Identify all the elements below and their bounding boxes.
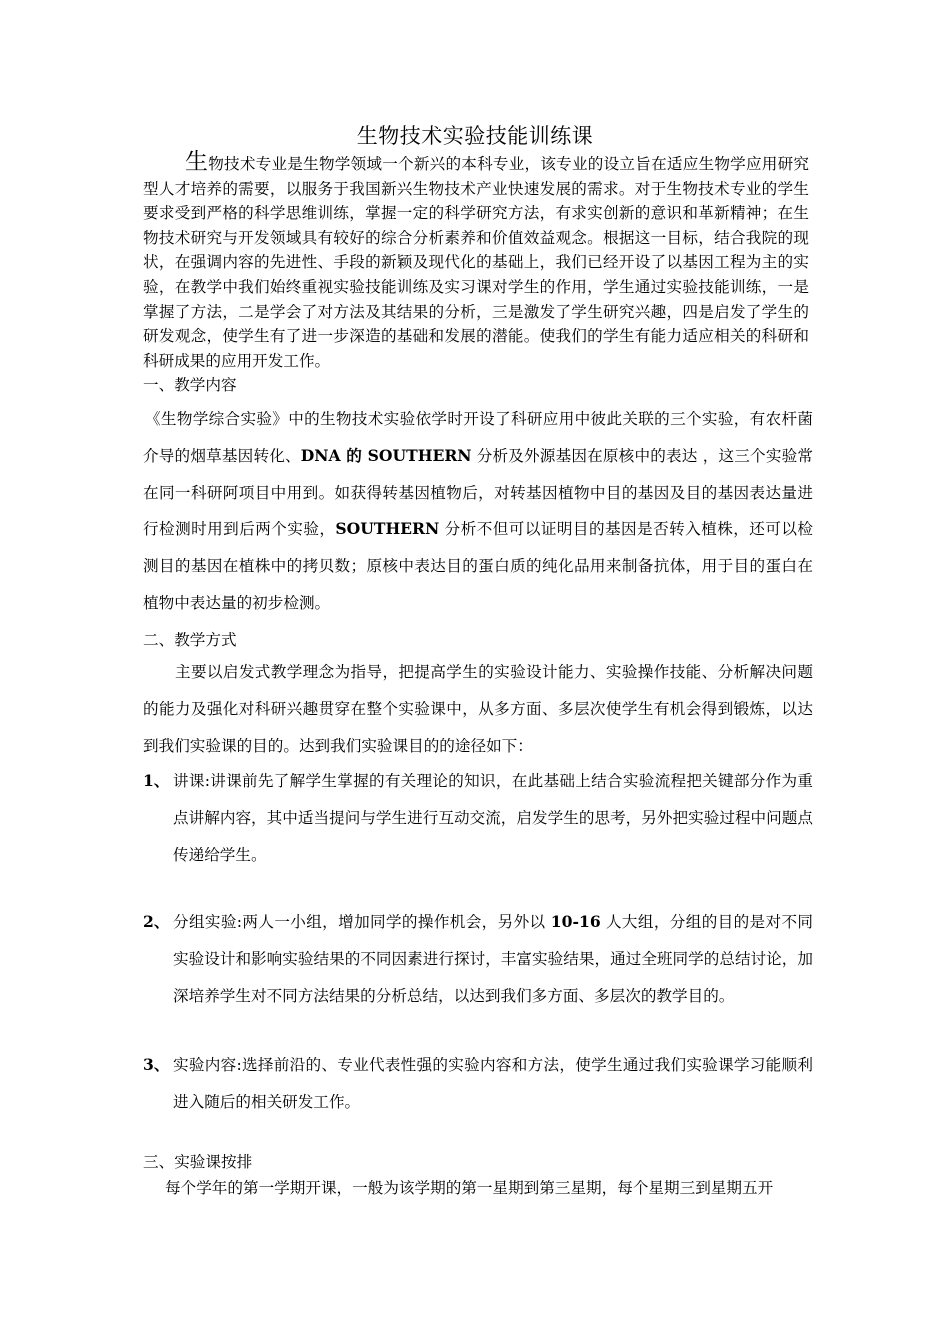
intro-first-char: 生 [185, 149, 209, 175]
section1-heading: 一、教学内容 [143, 376, 237, 394]
list-item-2 [143, 904, 813, 1014]
list-item-1 [143, 763, 813, 873]
section3-paragraph: 每个学年的第一学期开课，一般为该学期的第一星期到第三星期，每个星期三到星期五开 [165, 1179, 774, 1197]
intro-paragraph [143, 150, 809, 373]
intro-text: 物技术专业是生物学领域一个新兴的本科专业，该专业的设立旨在适应生物学应用研究型人才培养的需要，以服务于我国新兴生物技术产业快速发展的需求。对于生物技术专业的学生要求受到严格的科学思维训练，掌握一定的科学研究方法，有求实创新的意识和革新精神；在生物技术研究与开发领域具有较好的综合分析素养和价值效益观念。根据这一目标，结合我院的现状，在强调内容的先进性、手段的新颖及现代化的基础上，我们已经开设了以基因工程为主的实验，在教学中我们始终重视实验技能训练及实习课对学生的作用，学生通过实验技能训练，一是掌握了方法，二是学会了对方法及其结果的分析，三是激发了学生研究兴趣，四是启发了学生的研发观念，使学生有了进一步深造的基础和发展的潜能。使我们的学生有能力适应相关的科研和科研成果的应用开发工作。 [143, 155, 809, 370]
section1-paragraph: 《生物学综合实验》中的生物技术实验依学时开设了科研应用中彼此关联的三个实验，有农杆菌介导的烟草基因转化、DNA 的 SOUTHERN 分析及外源基因在原核中的表达 ，这三个实验常在同一科研阿项目中用到。如获得转基因植物后，对转基因植物中目的基因及目的基因表达量进行检测时用到后两个实验，SOUTHERN 分析不但可以证明目的基因是否转入植株，还可以检测目的基因在植株中的拷贝数；原核中表达目的蛋白质的纯化品用来制备抗体，用于目的蛋白在植物中表达量的初步检测。 [143, 410, 813, 612]
dna-southern-term: DNA 的 SOUTHERN [300, 445, 472, 465]
list-number: 3、 [143, 1055, 170, 1074]
list-number: 1、 [143, 771, 170, 790]
section2-paragraph: 主要以启发式教学理念为指导，把提高学生的实验设计能力、实验操作技能、分析解决问题的能力及强化对科研兴趣贯穿在整个实验课中，从多方面、多层次使学生有机会得到锻炼，以达到我们实验课的目的。达到我们实验课目的的途径如下： [143, 663, 813, 755]
list-item-text: 讲课:讲课前先了解学生掌握的有关理论的知识，在此基础上结合实验流程把关键部分作为重点讲解内容，其中适当提问与学生进行互动交流，启发学生的思考，另外把实验过程中问题点传递给学生。 [173, 772, 813, 864]
list-item-text: 分组实验:两人一小组，增加同学的操作机会，另外以 10-16 人大组，分组的目的是对不同实验设计和影响实验结果的不同因素进行探讨，丰富实验结果，通过全班同学的总结讨论，加深培养学生对不同方法结果的分析总结，以达到我们多方面、多层次的教学目的。 [173, 912, 813, 1005]
list-number: 2、 [143, 912, 170, 931]
section2-heading: 二、教学方式 [143, 631, 237, 649]
list-item-text: 实验内容:选择前沿的、专业代表性强的实验内容和方法，使学生通过我们实验课学习能顺利进入随后的相关研发工作。 [173, 1056, 813, 1111]
list-item-3 [143, 1047, 813, 1121]
section3-heading: 三、实验课按排 [143, 1153, 253, 1171]
southern-term: SOUTHERN [335, 519, 440, 539]
document-title: 生物技术实验技能训练课 [356, 124, 594, 148]
